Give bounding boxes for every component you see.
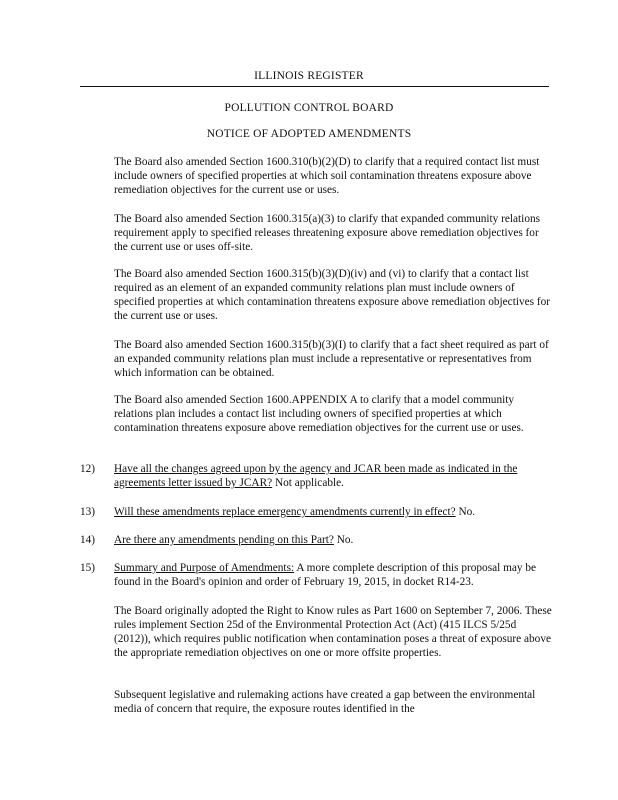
item-question: Have all the changes agreed upon by the agency and JCAR been made as indicated in the agreements letter issued by JCAR? bbox=[114, 463, 518, 489]
agency-title: POLLUTION CONTROL BOARD bbox=[224, 102, 394, 114]
item-answer: A more complete description of this proposal may be found in the Board's opinion and order of February 19, 2015, in docket R14-23. bbox=[114, 562, 537, 588]
register-title: ILLINOIS REGISTER bbox=[254, 70, 364, 82]
item-answer: No. bbox=[458, 506, 476, 518]
item-number: 15) bbox=[80, 562, 96, 574]
paragraph-appendix-a: The Board also amended Section 1600.APPENDIX A to clarify that a model community relations plan includes a contact list including owners of specified properties at which contamination threatens exposure above remediation objectives for the current use or uses. bbox=[114, 394, 524, 434]
item-question: Summary and Purpose of Amendments: bbox=[114, 562, 295, 574]
summary-paragraph-history: The Board originally adopted the Right to Know rules as Part 1600 on September 7, 2006. These rules implement Section 25d of the Environmental Protection Act (Act) (415 ILCS 5/25d (2012)), which requires public notification when contamination poses a threat of exposure above the appropriate remediation objectives on one or more offsite properties. bbox=[114, 605, 552, 659]
item-number: 13) bbox=[80, 506, 96, 518]
paragraph-section-1600-315-a3: The Board also amended Section 1600.315(a)(3) to clarify that expanded community relations requirement apply to specified releases threatening exposure above remediation objectives for the current use or uses off-site. bbox=[114, 213, 541, 253]
item-number: 14) bbox=[80, 534, 96, 546]
item-number: 12) bbox=[80, 463, 96, 475]
item-question: Will these amendments replace emergency amendments currently in effect? bbox=[114, 506, 456, 518]
paragraph-section-1600-315-b3d: The Board also amended Section 1600.315(b)(3)(D)(iv) and (vi) to clarify that a contact list required as an element of an expanded community relations plan must include owners of specified properties at which contamination threatens exposure above remediation objectives for the current use or uses. bbox=[114, 268, 551, 322]
notice-title: NOTICE OF ADOPTED AMENDMENTS bbox=[206, 128, 412, 140]
summary-paragraph-gap: Subsequent legislative and rulemaking actions have created a gap between the environmental media of concern that require, the exposure routes identified in the bbox=[114, 689, 536, 715]
item-answer: No. bbox=[336, 534, 354, 546]
paragraph-section-1600-315-b3i: The Board also amended Section 1600.315(b)(3)(I) to clarify that a fact sheet required as part of an expanded community relations plan must include a representative or representatives from which information can be obtained. bbox=[114, 339, 549, 379]
item-answer: Not applicable. bbox=[274, 477, 344, 489]
paragraph-section-1600-310: The Board also amended Section 1600.310(b)(2)(D) to clarify that a required contact list must include owners of specified properties at which soil contamination threatens exposure above remediation objectives for the current use or uses. bbox=[114, 156, 540, 196]
header-rule bbox=[80, 86, 549, 87]
item-question: Are there any amendments pending on this Part? bbox=[114, 534, 334, 546]
